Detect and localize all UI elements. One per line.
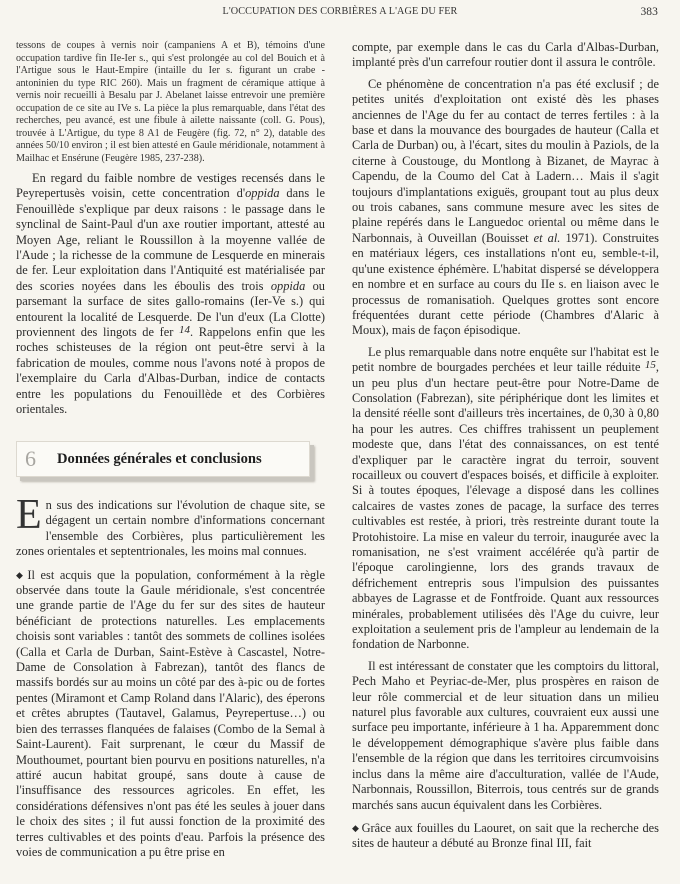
text-run: ou parsemant la surface de sites gallo-romains (Ier-Ve s.) qui entourent la localité de Lesquerde. De l'un d'eux (La Clotte) proviennent des lingots de fer: [16, 278, 325, 340]
paragraph-intro: [16, 492, 325, 560]
text-run: . Rappelons enfin que les roches schisteuses de la région ont peut-être servi à la fabrication de moules, comme nous l'avons noté à propos de l'exemplaire du Carla d'Albas-Durban, indice de contacts entre les populations du Fenouillède et des Corbières orientales.: [16, 325, 325, 417]
text-run: , un peu plus d'un hectare peut-être pour Notre-Dame de Consolation (Fabrezan), site périphérique dont les limites et la densité réelle sont d'ailleurs très incertaines, de 0,30 à 0,80 ha pour les autres. Ces chiffres trahissent un peuplement modeste que, dans l'état des connaissances, on est tenté d'expliquer par le caractère ingrat du terroir, souvent rocailleux ou couvert d'espaces boisés, et difficile à exploiter. Si à toutes époques, l'élevage a disposé dans les collines calcaires de vastes zones de pacage, la surface des terres cultivables est restée, à priori, très restreinte durant toute la Protohistoire. La mise en valeur du terroir, inaugurée avec la romanisation, ne s'est vraiment accélérée qu'à partir de l'époque carolingienne, lors des grands travaux de défrichement entrepris sous l'impulsion des puissantes abbayes de Lagrasse et de Fontfroide. Quant aux ressources minérales, probablement utilisées dès l'Age du cuivre, leur exploitation a seulement pris de l'ampleur au lendemain de la fondation de Narbonne.: [352, 360, 659, 652]
italic-term: oppida: [245, 186, 280, 201]
drop-cap: E: [16, 492, 42, 538]
left-column: [16, 40, 325, 418]
diamond-bullet-icon: ◆: [16, 569, 26, 580]
text-run: 1971). Construites en matériaux légers, ces installations n'ont eu, semble-t-il, qu'une existence éphémère. L'habitat dispersé se développera en nombre et en surface au cours du IIe s. en liaison avec le processus de romanisatioh. Quelques grottes sont encore fréquentées durant cette période (Chambres d'Alaric à Moux), mais de façon épisodique.: [352, 230, 659, 338]
text-run: Ce phénomène de concentration n'a pas été exclusif ; de petites unités d'exploitation ont existé dès les phases anciennes de l'Age du fer au contact de terres fertiles : à la base et dans la mouvance des bourgades de hauteur (Calla et Carla de Durban) ou, à l'écart, sites du moulin à Paziols, de la citerne à Coustouge, du Montlong à Bizanet, de Mayrac à Capendu, de la Coumo del Cat à Ladern… Mais il s'agit toujours d'implantations exiguës, groupant tout au plus deux ou trois cabanes, sans commune mesure avec les sites de plaine repérés dans le Languedoc oriental ou même dans le Narbonnais, à Ouveillan (Bouisset: [352, 76, 659, 245]
text-run: Il est acquis que la population, conformément à la règle observée dans toute la Gaule méridionale, s'est concentrée une grande partie de l'Age du fer sur des sites de hauteur bénéficiant de protections naturelles. Les emplacements choisis sont variables : tantôt des sommets de collines isolées (Calla et Carla de Durban, Saint-Estève à Cascastel, Notre-Dame de Consolation à Fabrezan), tantôt des flancs de massifs bordés sur au moins un côté par des à-pic ou de fortes pentes (Miramont et Camp Roland dans l'Alaric), des éperons et crêtes abruptes (Tautavel, Galamus, Peyrepertuse…) ou bien des terrasses flanquées de falaises (Combo de la Semal à Saint-Laurent). Fait surprenant, le cœur du Massif de Mouthoumet, pourtant bien pourvu en positions naturelles, n'a attiré aucun habitat groupé, sans doute à cause de l'insuffisance des ressources agricoles. En effet, les considérations défensives n'ont pas été les seules à jouer dans le choix des sites ; il fut aussi fonction de la proximité des terres cultivables et des points d'eau. Parfois la présence des voies de communication a pu être prise en: [16, 567, 326, 859]
right-column: [352, 40, 659, 852]
paragraph-population: [16, 568, 325, 861]
text-run: Le plus remarquable dans notre enquête sur l'habitat est le petit nombre de bourgades perchées et leur taille réduite: [352, 344, 659, 375]
diamond-bullet-icon: ◆: [352, 822, 360, 833]
paragraph-regard: [16, 171, 325, 418]
section-heading: [16, 441, 310, 477]
paragraph-phenomene: [352, 77, 659, 339]
text-run: Grâce aux fouilles du Laouret, on sait que la recherche des sites de hauteur a débuté au Bronze final III, fait: [352, 820, 659, 851]
text-run: dans le Fenouillède s'explique par deux raisons : le passage dans le synclinal de Saint-Paul d'un axe routier important, attesté au Moyen Age, reliant le Roussillon à la moyenne vallée de l'Aude ; la richesse de la commune de Lesquerde en minerais de fer. Leur exploitation dans l'Antiquité est matérialisée par des scories noyées dans les éboulis des trois: [16, 186, 325, 293]
section-title: Données générales et conclusions: [57, 450, 262, 467]
page-number: 383: [640, 6, 658, 18]
section-number: 6: [25, 446, 36, 471]
paragraph-continuation: compte, par exemple dans le cas du Carla d'Albas-Durban, implanté près d'un carrefour routier dont il assura le contrôle.: [352, 40, 659, 70]
running-title: L'OCCUPATION DES CORBIÈRES A L'AGE DU FER: [222, 6, 458, 17]
left-column-lower: [16, 492, 326, 860]
text-run: En regard du faible nombre de vestiges recensés dans le Peyrepertusès voisin, cette concentration d': [16, 171, 325, 201]
footnote-ref[interactable]: 14: [178, 324, 190, 337]
paragraph-laouret: [352, 821, 659, 852]
paragraph-small-print: tessons de coupes à vernis noir (campaniens A et B), témoins d'une occupation tardive fin IIe-Ier s., qui s'est prolongée au col del Bouich et à l'Artigue sous le Haut-Empire (intaille du Ier s. figurant un crabe - antoninien du type RIC 260). Mais un fragment de céramique attique à vernis noir recueilli à Besalu par J. Abelanet laisse entrevoir une première occupation de ce site au IVe s. La pièce la plus remarquable, dans l'état des recherches, peu avancé, est une fibule à ailette naissante (coll. G. Pous), trouvée à L'Artigue, du type 8 A1 de Feugère (fig. 72, n° 2), datable des années 50/10 environ ; il est bien attesté en Gaule méridionale, notamment à Mailhac et Ensérune (Feugère 1985, 237-238).: [16, 40, 325, 164]
paragraph-remarquable: [352, 345, 659, 653]
paragraph-comptoirs: Il est intéressant de constater que les comptoirs du littoral, Pech Maho et Peyriac-de-Mer, plus prospères en raison de leur rôle commercial et de leur situation dans un milieu naturel plus favorable aux cultures, couvraient eux aussi une surface peu importante, inférieure à 1 ha. Apparemment donc le développement démographique s'avère plus faible dans l'ensemble de la région que dans les territoires circumvoisins inclus dans la même aire d'acculturation, vallée de l'Aude, Narbonnais, Roussillon, Biterrois, tous centrés sur de grands marchés sans aucun équivalent dans les Corbières.: [352, 658, 659, 812]
italic-term: oppida: [270, 278, 306, 293]
footnote-ref[interactable]: 15: [644, 359, 656, 372]
italic-term: et al.: [533, 230, 561, 245]
text-run: n sus des indications sur l'évolution de chaque site, se dégagent un certain nombre d'informations concernant l'ensemble des Corbières, plus particulièrement les zones orientales et septentrionales, les moins mal connues.: [16, 498, 325, 559]
